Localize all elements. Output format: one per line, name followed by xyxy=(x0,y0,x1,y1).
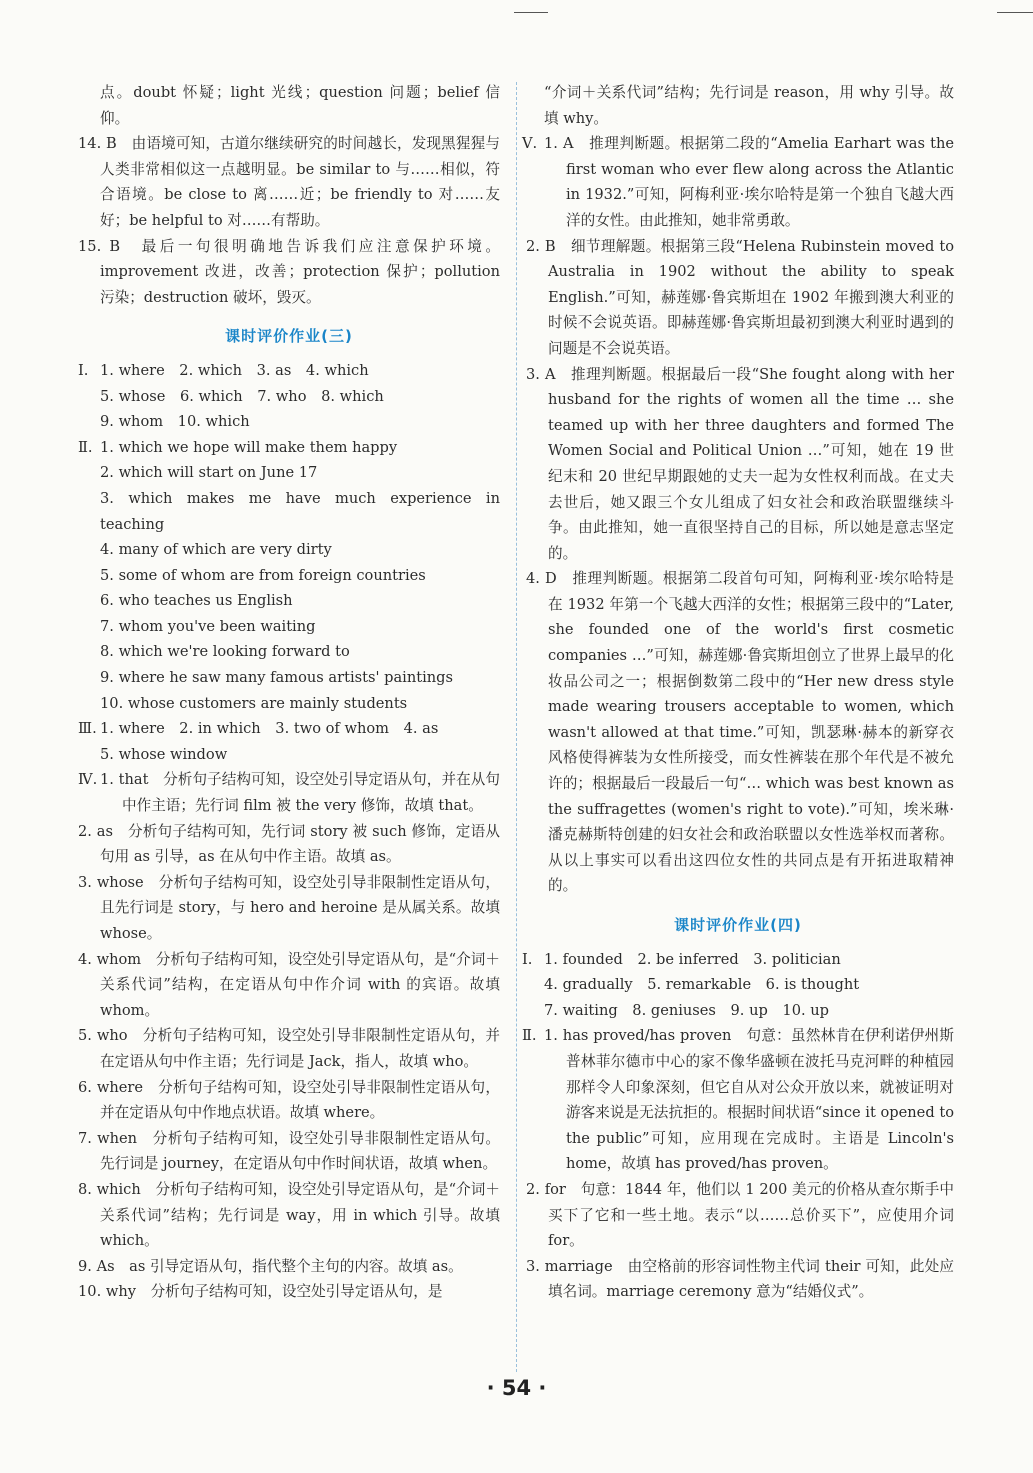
answer-explanation: 2. B 细节理解题。根据第三段“Helena Rubinstein moved to Australia in 1902 without the ability to speak English.”可知，赫莲娜·鲁宾斯坦在 1902 年搬到澳大利亚的时候不会说英语。即赫莲娜·鲁宾斯坦最初到澳大利亚时遇到的问题是不会说英语。 xyxy=(526,237,954,357)
explanation-text: 1. A 推理判断题。根据第二段的“Amelia Earhart was the first woman who ever flew along across the Atlantic in 1932.”可知，阿梅利亚·埃尔哈特是第一个独自飞越大西洋的女性。由此推知，她非常勇敢。 xyxy=(544,135,954,229)
roman-numeral: Ⅱ. xyxy=(522,1027,537,1045)
answer-line xyxy=(100,486,500,537)
answer-text: 5. some of whom are from foreign countries xyxy=(100,566,426,584)
answer-line xyxy=(100,742,500,768)
answer-explanation: 15. B 最后一句很明确地告诉我们应注意保护环境。improvement 改进，改善；protection 保护；pollution 污染；destruction 破坏，毁灭。 xyxy=(78,237,500,306)
answer-line xyxy=(100,691,500,717)
explanation-text: 1. has proved/has proven 句意：虽然林肯在伊利诺伊州斯普林菲尔德市中心的家不像华盛顿在波托马克河畔的种植园那样令人印象深刻，但它自从对公众开放以来，就被证明对游客来说是无法抗拒的。根据时间状语“since it opened to the public”可知，应用现在完成时。主语是 Lincoln's home，故填 has proved/has proven。 xyxy=(544,1027,954,1173)
answer-explanation: 点。doubt 怀疑；light 光线；question 问题；belief 信仰。 xyxy=(100,84,500,127)
column-divider xyxy=(516,82,517,1372)
answer-explanation: 6. where 分析句子结构可知，设空处引导非限制性定语从句，并在定语从句中作地点状语。故填 where。 xyxy=(78,1078,500,1122)
answer-text: 1. founded 2. be inferred 3. politician xyxy=(544,950,841,968)
answer-text: 9. whom 10. which xyxy=(100,413,250,431)
answer-line xyxy=(100,563,500,589)
answer-group xyxy=(522,947,954,1024)
answer-explanation: “介词＋关系代词”结构；先行词是 reason，用 why 引导。故填 why。 xyxy=(544,84,954,127)
answer-line xyxy=(100,384,500,410)
answer-explanation: 3. A 推理判断题。根据最后一段“She fought along with her husband for the rights of women all the time … she teamed up with her three daughters and formed The Women Social and Political Union …”可知，她在 19 世纪末和 20 世纪早期跟她的丈夫一起为女性权利而战。在丈夫去世后，她又跟三个女儿组成了妇女社会和政治联盟继续斗争。由此推知，她一直很坚持自己的目标，所以她是意志坚定的。 xyxy=(526,365,954,562)
answer-explanation xyxy=(78,767,500,818)
answer-explanation xyxy=(522,1023,954,1177)
answer-explanation: 3. marriage 由空格前的形容词性物主代词 their 可知，此处应填名词。marriage ceremony 意为“结婚仪式”。 xyxy=(526,1257,954,1301)
answer-line xyxy=(100,537,500,563)
answer-line xyxy=(522,947,954,973)
answer-explanation: 7. when 分析句子结构可知，设空处引导非限制性定语从句。先行词是 journey，在定语从句中作时间状语，故填 when。 xyxy=(78,1129,500,1173)
answer-text: 7. whom you've been waiting xyxy=(100,617,316,635)
roman-numeral: Ⅰ. xyxy=(522,950,533,968)
answer-explanation: 4. D 推理判断题。根据第二段首句可知，阿梅利亚·埃尔哈特是在 1932 年第一个飞越大西洋的女性；根据第三段中的“Later, she founded one of the world's first cosmetic companies …”可知，赫莲娜·鲁宾斯坦创立了世界上最早的化妆品公司之一；根据倒数第二段中的“Her new dress style made wearing trousers acceptable to women, which wasn't allowed at that time.”可知，凯瑟琳·赫本的新穿衣风格使得裤装为女性所接受，而女性裤装在那个年代是不被允许的；根据最后一段最后一句“… which was best known as the suffragettes (women's right to vote).”可知，埃米琳·潘克赫斯特创建的妇女社会和政治联盟以女性选举权而著称。从以上事实可以看出这四位女性的共同点是有开拓进取精神的。 xyxy=(526,570,954,895)
answer-text: 5. whose 6. which 7. who 8. which xyxy=(100,387,384,405)
answer-text: 4. many of which are very dirty xyxy=(100,541,332,559)
roman-numeral: Ⅰ. xyxy=(78,361,89,379)
roman-numeral: Ⅲ. xyxy=(78,720,97,738)
answer-explanation: 3. whose 分析句子结构可知，设空处引导非限制性定语从句，且先行词是 story，与 hero and heroine 是从属关系。故填 whose。 xyxy=(78,873,500,942)
answer-line xyxy=(100,588,500,614)
answer-explanation: 2. for 句意：1844 年，他们以 1 200 美元的价格从查尔斯手中买下了它和一些土地。表示“以……总价买下”，应使用介词 for。 xyxy=(526,1180,954,1250)
section-title: 课时评价作业(四) xyxy=(674,916,802,934)
answer-line xyxy=(544,972,954,998)
answer-text: 8. which we're looking forward to xyxy=(100,643,350,661)
answer-line xyxy=(544,998,954,1024)
answer-line xyxy=(78,435,500,461)
answer-text: 2. which will start on June 17 xyxy=(100,464,318,482)
roman-numeral: Ⅴ. xyxy=(522,135,538,153)
answer-text: 3. which makes me have much experience in teaching xyxy=(100,489,500,533)
answer-group xyxy=(78,435,500,717)
answer-text: 5. whose window xyxy=(100,745,228,763)
answer-explanation: 9. As as 引导定语从句，指代整个主句的内容。故填 as。 xyxy=(78,1257,463,1275)
answer-line xyxy=(100,665,500,691)
answer-text: 1. where 2. in which 3. two of whom 4. as xyxy=(100,720,439,738)
roman-numeral: Ⅱ. xyxy=(78,438,93,456)
answer-explanation xyxy=(522,131,954,233)
right-column xyxy=(522,80,954,1305)
top-rule xyxy=(514,12,548,13)
section-title: 课时评价作业(三) xyxy=(225,327,353,346)
roman-numeral: Ⅳ. xyxy=(78,771,98,789)
answer-explanation: 10. why 分析句子结构可知，设空处引导定语从句，是 xyxy=(78,1283,443,1301)
answer-line xyxy=(100,460,500,486)
answer-text: 4. gradually 5. remarkable 6. is thought xyxy=(544,976,860,994)
answer-line xyxy=(78,358,500,384)
answer-text: 1. which we hope will make them happy xyxy=(100,438,398,456)
explanation-text: 1. that 分析句子结构可知，设空处引导定语从句，并在从句中作主语；先行词 film 被 the very 修饰，故填 that。 xyxy=(100,771,500,815)
answer-text: 7. waiting 8. geniuses 9. up 10. up xyxy=(544,1001,829,1019)
top-rule-right xyxy=(997,12,1033,13)
answer-line xyxy=(100,639,500,665)
answer-text: 1. where 2. which 3. as 4. which xyxy=(100,361,369,379)
left-column xyxy=(78,80,500,1305)
answer-text: 6. who teaches us English xyxy=(100,592,293,610)
answer-text: 9. where he saw many famous artists' paintings xyxy=(100,669,453,687)
answer-line xyxy=(100,614,500,640)
answer-explanation: 5. who 分析句子结构可知，设空处引导非限制性定语从句，并在定语从句中作主语；先行词是 Jack，指人，故填 who。 xyxy=(78,1027,500,1070)
answer-line xyxy=(78,716,500,742)
answer-explanation: 4. whom 分析句子结构可知，设空处引导定语从句，是“介词＋关系代词”结构，在定语从句中作介词 with 的宾语。故填 whom。 xyxy=(78,950,500,1019)
answer-explanation: 14. B 由语境可知，古道尔继续研究的时间越长，发现黑猩猩与人类非常相似这一点越明显。be similar to 与……相似，符合语境。be close to 离……近；be friendly to 对……友好；be helpful to 对……有帮助。 xyxy=(78,135,500,229)
answer-text: 10. whose customers are mainly students xyxy=(100,694,408,712)
page-number: · 54 · xyxy=(486,1376,547,1400)
answer-explanation: 8. which 分析句子结构可知，设空处引导定语从句，是“介词＋关系代词”结构；先行词是 way，用 in which 引导。故填 which。 xyxy=(78,1180,500,1250)
answer-group xyxy=(78,358,500,435)
answer-line xyxy=(100,409,500,435)
answer-group xyxy=(78,716,500,767)
answer-explanation: 2. as 分析句子结构可知，先行词 story 被 such 修饰，定语从句用 as 引导，as 在从句中作主语。故填 as。 xyxy=(78,822,500,866)
